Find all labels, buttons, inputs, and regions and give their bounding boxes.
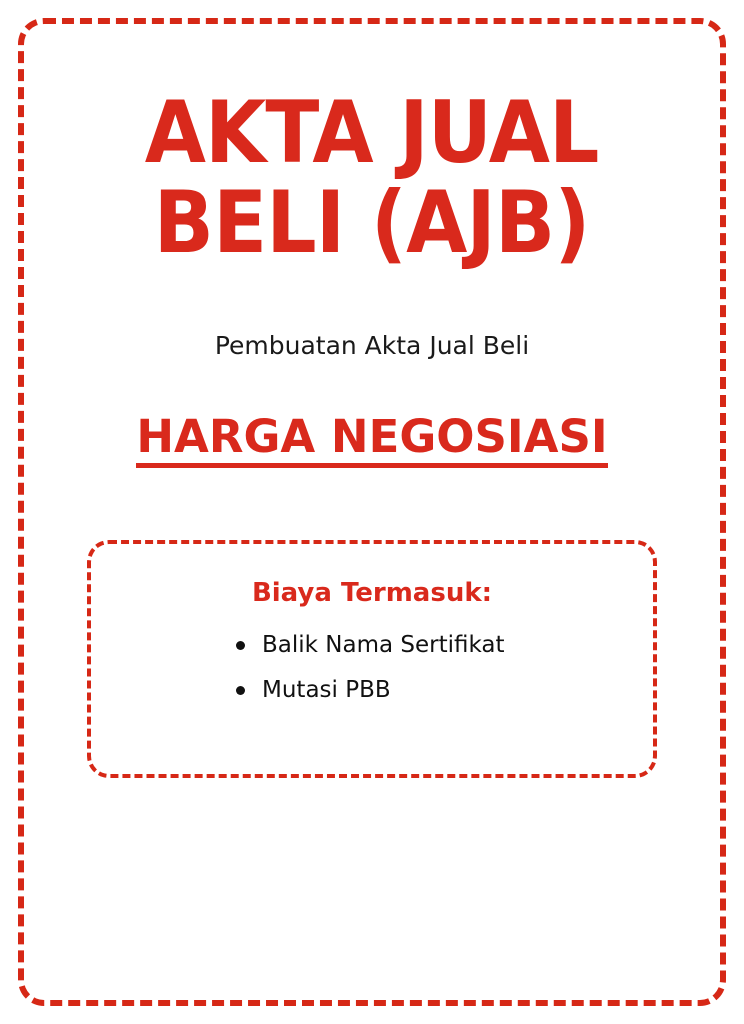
included-costs-box (87, 540, 657, 778)
page-title-line-1: AKTA JUAL (145, 83, 599, 183)
subtitle: Pembuatan Akta Jual Beli (214, 330, 530, 360)
list-item: Mutasi PBB (236, 675, 536, 706)
included-costs-list (208, 630, 536, 720)
page-title-line-2: BELI (AJB) (154, 173, 590, 274)
price-label: HARGA NEGOSIASI (136, 412, 607, 469)
poster-content (18, 18, 726, 1006)
included-costs-heading: Biaya Termasuk: (251, 578, 493, 609)
list-item: Balik Nama Sertifikat (236, 630, 536, 661)
page-title (145, 83, 599, 274)
